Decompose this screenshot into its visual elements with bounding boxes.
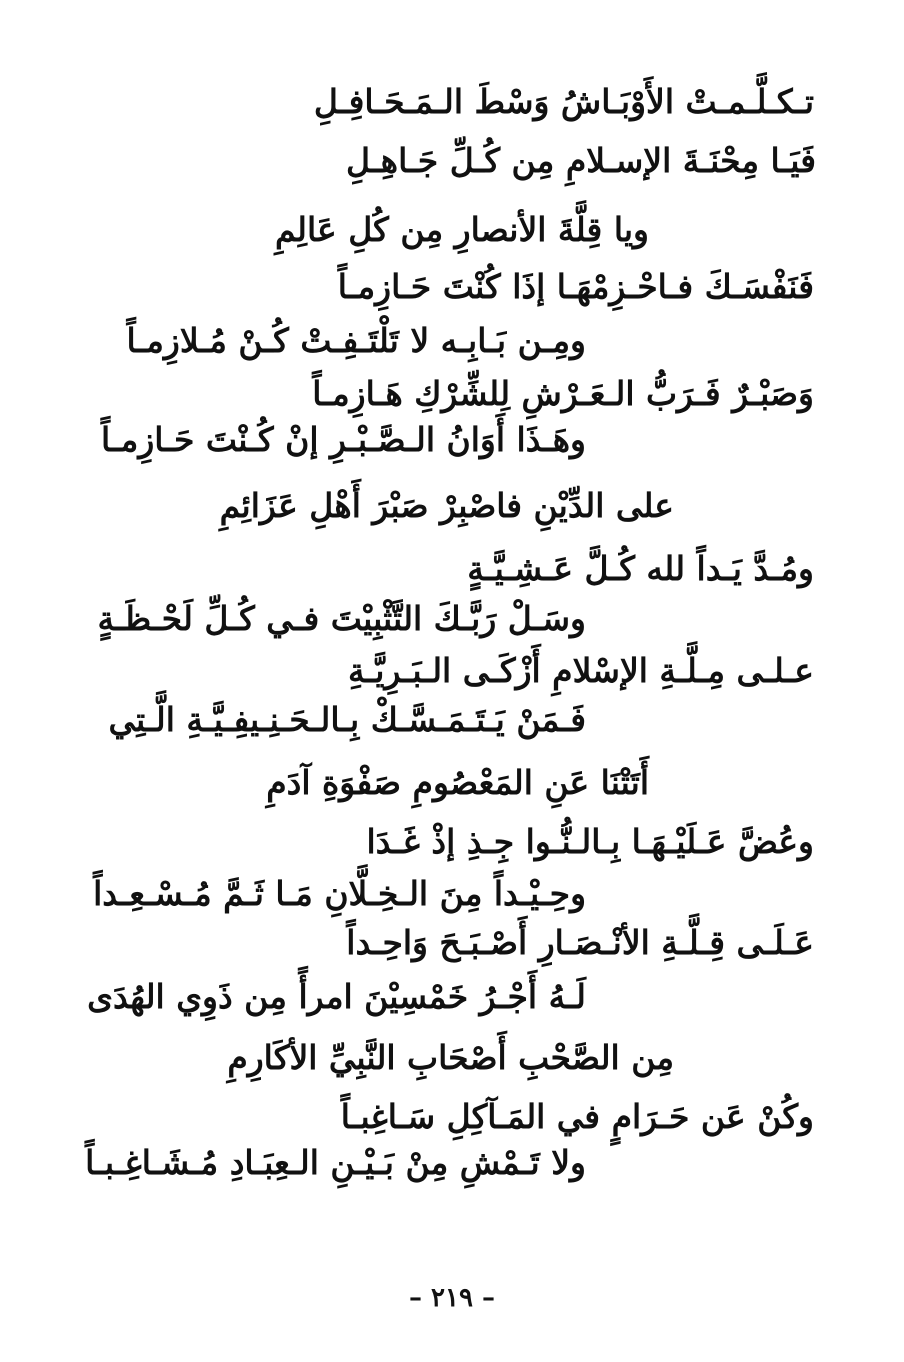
verse-line: فَيَـا مِحْنَـةَ الإسـلامِ مِن كُـلِّ جَـاهِـلِ xyxy=(346,141,816,180)
verse-line: لَـهُ أَجْـرُ خَمْسِيْنَ امرأً مِن ذَوِي الهُدَى xyxy=(87,977,586,1016)
verse-line: وعُضَّ عَـلَيْـهَـا بِـالـنُّـوا جِـذِ إذْ غَـدَا xyxy=(366,822,814,861)
verse-line: ومُـدَّ يَـداً لله كُـلَّ عَـشِـيَّـةٍ xyxy=(467,549,814,588)
page-number: – ٢١٩ – xyxy=(408,1283,496,1313)
verse-line: ومِـن بَـابِـه لا تَلْتَـفِـتْ كُـنْ مُـلازِمـاً xyxy=(126,321,586,360)
verse-line: ولا تَـمْشِ مِنْ بَـيْـنِ الـعِبَـادِ مُـشَـاغِـبـاً xyxy=(85,1143,586,1182)
verse-line: وهَـذَا أَوَانُ الـصَّـبْـرِ إنْ كُـنْتَ حَـازِمـاً xyxy=(100,420,586,459)
verse-line: ويا قِلَّةَ الأنصارِ مِن كُلِ عَالِمِ xyxy=(274,210,649,249)
verse-line: عَـلَـى قِـلَّـةِ الأنْـصَـارِ أَصْـبَـحَ وَاحِـداً xyxy=(346,923,814,962)
verse-line: فَـمَنْ يَـتَـمَـسَّـكْ بِـالـحَـنِـيفِـيَّـةِ الَّـتِي xyxy=(108,700,586,739)
verse-line: على الدِّيْنِ فاصْبِرْ صَبْرَ أَهْلِ عَزَائِمِ xyxy=(219,486,674,525)
verse-line: مِن الصَّحْبِ أَصْحَابِ النَّبِيِّ الأكَارِمِ xyxy=(227,1038,674,1077)
verse-line: تـكـلَّـمـتْ الأَوْبَـاشُ وَسْطَ الـمَـحَـافِـلِ xyxy=(313,82,814,121)
verse-line: فَنَفْسَـكَ فـاحْـزِمْهَـا إذَا كُنْتَ حَـازِمـاً xyxy=(337,267,814,306)
verse-line: وسَـلْ رَبَّـكَ التَّثْبِيْتَ فـي كُـلِّ لَحْـظَـةٍ xyxy=(97,599,586,638)
verse-line: عـلـى مِـلَّـةِ الإسْلامِ أَزْكَـى الـبَـرِيَّـةِ xyxy=(347,651,814,690)
verse-line: وَصَبْـرٌ فَـرَبُّ الـعَـرْشِ لِلشِّرْكِ هَـازِمـاً xyxy=(312,374,814,413)
verse-line: وحِـيْـداً مِنَ الـخِـلَّانِ مَـا ثَـمَّ مُـسْـعِـداً xyxy=(93,874,586,913)
verse-line: أَتَتْنَا عَنِ المَعْصُومِ صَفْوَةِ آدَمِ xyxy=(266,763,649,802)
verse-line: وكُنْ عَن حَـرَامٍ في المَـآكِلِ سَـاغِبـاً xyxy=(340,1097,814,1136)
